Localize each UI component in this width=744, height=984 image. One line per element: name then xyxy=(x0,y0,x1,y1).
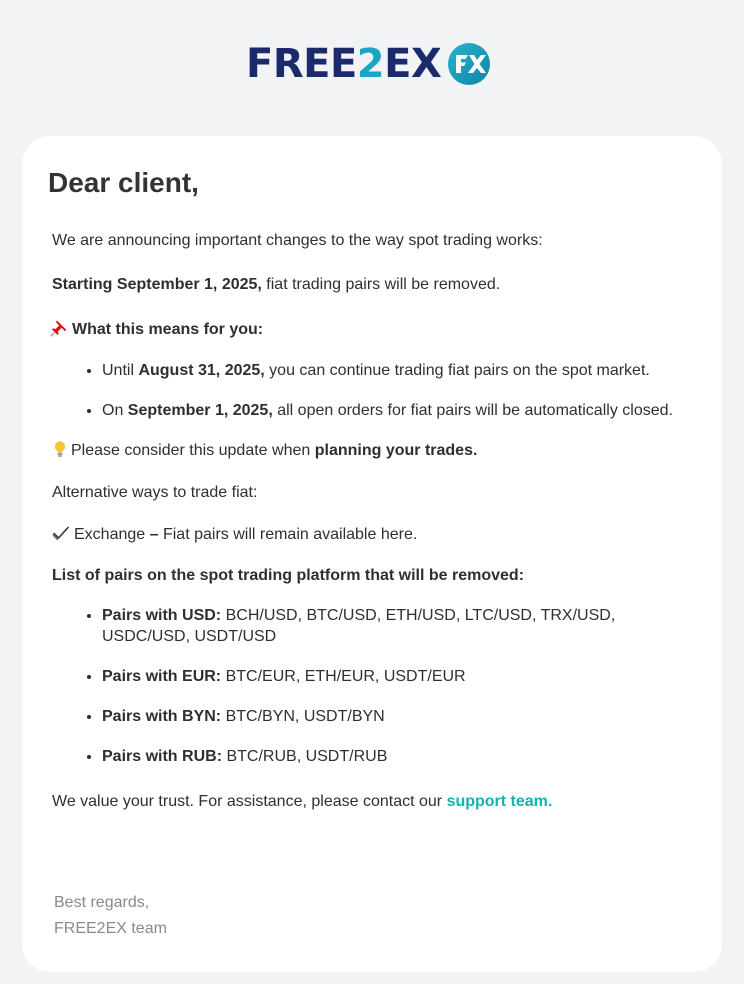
email-body xyxy=(52,230,692,812)
tip-text: Please consider this update when planning your trades. xyxy=(53,440,692,461)
signature xyxy=(54,890,167,942)
list-item: • Pairs with BYN: BTC/BYN, USDT/BYN xyxy=(102,706,692,727)
brand-logo xyxy=(246,40,491,88)
greeting-heading: Dear client, xyxy=(48,167,199,198)
list-item: • On September 1, 2025, all open orders for fiat pairs will be automatically closed. xyxy=(102,400,692,421)
closing-text: We value your trust. For assistance, please contact our support team. xyxy=(52,793,553,810)
signature-line: Best regards, xyxy=(54,894,150,911)
removal-notice: Starting September 1, 2025, fiat trading pairs will be removed. xyxy=(52,276,501,293)
alternatives-heading: Alternative ways to trade fiat: xyxy=(52,484,258,501)
means-list xyxy=(52,360,692,421)
email-card xyxy=(22,136,722,972)
pairs-list xyxy=(52,605,692,767)
list-item: • Pairs with RUB: BTC/RUB, USDT/RUB xyxy=(102,746,692,767)
pushpin-icon xyxy=(50,319,68,337)
means-heading: What this means for you: xyxy=(50,319,692,340)
list-item: • Until August 31, 2025, you can continue trading fiat pairs on the spot market. xyxy=(102,360,692,381)
pairs-heading: List of pairs on the spot trading platform that will be removed: xyxy=(52,567,525,584)
exchange-line: Exchange – Fiat pairs will remain available here. xyxy=(52,524,692,545)
intro-text: We are announcing important changes to the way spot trading works: xyxy=(52,232,543,249)
list-item: • Pairs with EUR: BTC/EUR, ETH/EUR, USDT/EUR xyxy=(102,666,692,687)
lightbulb-icon xyxy=(53,440,67,458)
signature-team: FREE2EX team xyxy=(54,920,167,937)
fx-circle-logo-icon xyxy=(447,42,491,86)
checkmark-icon xyxy=(52,524,70,542)
list-item: • Pairs with USD: BCH/USD, BTC/USD, ETH/USD, LTC/USD, TRX/USD, USDC/USD, USDT/USD xyxy=(102,605,692,647)
logo-wordmark: FREE2EX xyxy=(246,41,442,87)
support-team-link[interactable]: support team. xyxy=(446,793,553,810)
